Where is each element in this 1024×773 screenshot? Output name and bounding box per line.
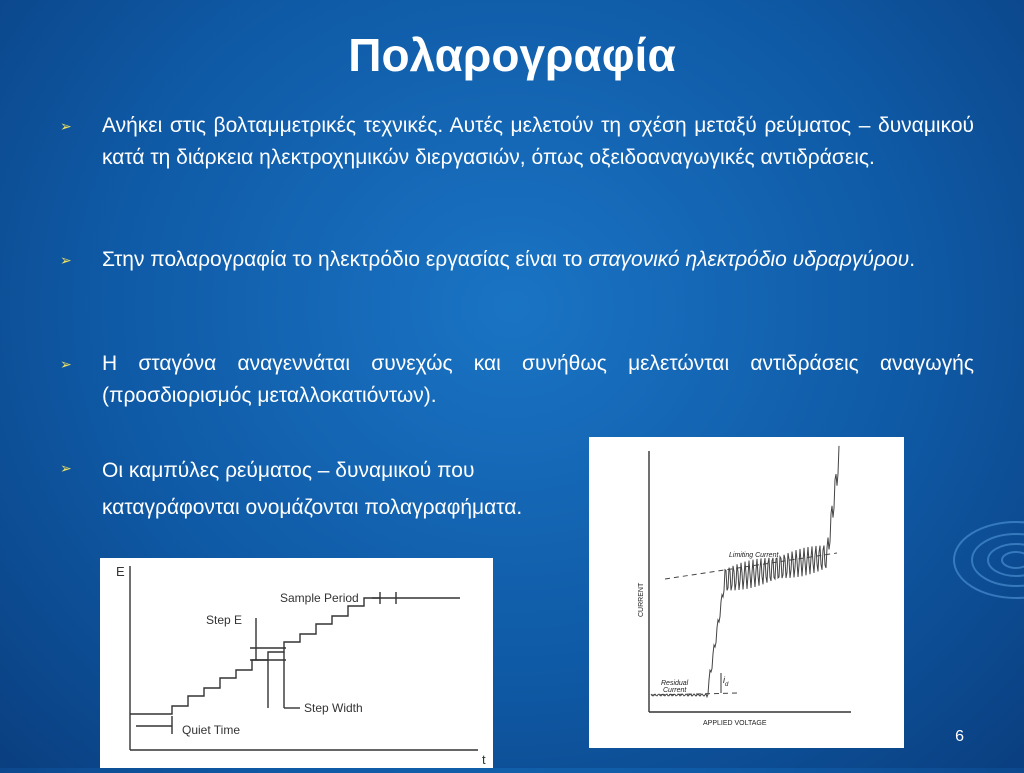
step-e-label: Step E	[206, 613, 243, 627]
staircase-line	[130, 598, 460, 714]
step-width-label: Step Width	[304, 701, 363, 715]
diffusion-current-symbol: i	[723, 675, 725, 685]
voltage-axis-label: APPLIED VOLTAGE	[703, 720, 767, 727]
limiting-current-label: Limiting Current	[729, 552, 779, 559]
bullet-text-pre: Στην πολαρογραφία το ηλεκτρόδιο εργασίας είναι το	[102, 248, 589, 271]
water-ripple-decoration	[944, 500, 1024, 620]
residual-current-label-line2: Current	[663, 687, 687, 694]
page-number: 6	[955, 728, 964, 745]
bullet-text: Ανήκει στις βολταμμετρικές τεχνικές. Αυτές μελετούν τη σχέση μεταξύ ρεύματος – δυναμικού κατά τη διάρκεια ηλεκτροχημικών διεργασιών, όπως οξειδοαναγωγικές αντιδράσεις.	[102, 114, 974, 169]
x-axis-label: t	[482, 752, 486, 767]
diffusion-current-label	[723, 675, 729, 688]
staircase-waveform-diagram	[100, 558, 493, 768]
arrow-bullet-icon: ➢	[60, 118, 72, 134]
quiet-time-label: Quiet Time	[182, 723, 241, 737]
polarogram-diagram	[589, 437, 904, 748]
slide-title: Πολαρογραφία	[348, 29, 676, 81]
residual-current-label-line1: Residual	[661, 680, 689, 687]
bullet-text: Οι καμπύλες ρεύματος – δυναμικού που καταγράφονται ονομάζονται πολαγραφήματα.	[102, 459, 523, 519]
bullet-text: Η σταγόνα αναγεννάται συνεχώς και συνήθως μελετώνται αντιδράσεις αναγωγής (προσδιορισμός μεταλλοκατιόντων).	[102, 352, 974, 407]
arrow-bullet-icon: ➢	[60, 460, 72, 476]
diffusion-current-subscript: d	[725, 682, 729, 688]
bullet-text	[102, 244, 974, 276]
current-axis-label: CURRENT	[638, 582, 645, 617]
polarogram-curve	[651, 446, 839, 697]
sample-period-label: Sample Period	[280, 591, 359, 605]
arrow-bullet-icon: ➢	[60, 252, 72, 268]
bullet-text-post: .	[909, 248, 916, 271]
y-axis-label: E	[116, 564, 125, 579]
arrow-bullet-icon: ➢	[60, 356, 72, 372]
bullet-text-emphasis: σταγονικό ηλεκτρόδιο υδραργύρου	[588, 248, 910, 271]
